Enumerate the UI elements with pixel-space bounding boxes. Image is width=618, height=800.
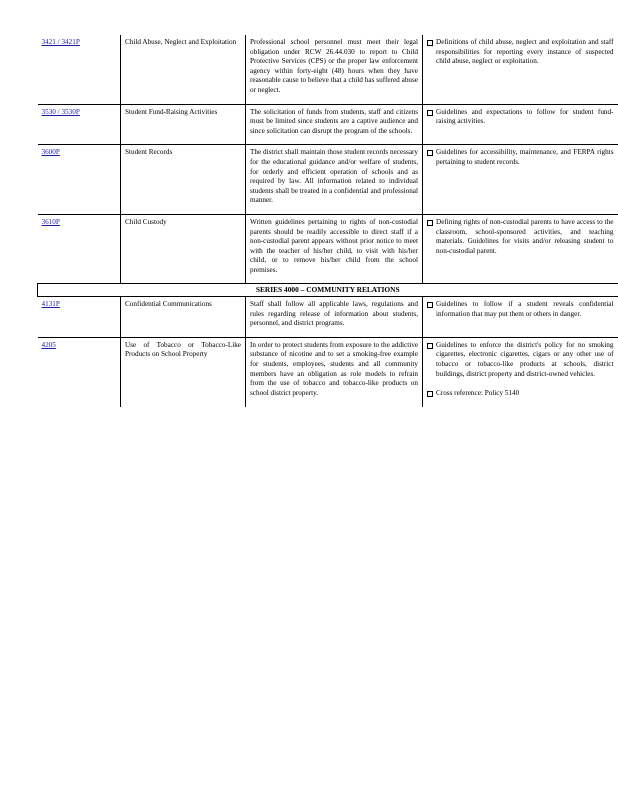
policy-rows-series-3000 <box>38 35 618 284</box>
procedure-note <box>427 300 614 319</box>
policy-title: Confidential Communications <box>121 297 246 338</box>
policy-code-link[interactable]: 3421 / 3421P <box>41 38 80 46</box>
policy-title: Use of Tobacco or Tobacco-Like Products on School Property <box>121 337 246 406</box>
policy-title: Student Records <box>121 145 246 215</box>
policy-description: The solicitation of funds from students, staff and citizens must be limited since students are a captive audience and since solicitation can disrupt the program of the schools. <box>246 104 423 145</box>
checkbox-bullet-icon <box>427 110 433 116</box>
procedure-note-text: Guidelines and expectations to follow for student fund-raising activities. <box>436 107 614 126</box>
procedure-note-text: Defining rights of non-custodial parents to have access to the classroom, school-sponsored activities, and teaching materials. Guidelines for visits and/or releasing student to non-custodial parent. <box>436 217 614 255</box>
policy-code-link[interactable]: 3600P <box>41 148 60 157</box>
policy-description: In order to protect students from exposure to the addictive substance of nicotine and to set a smoking-free example for students, employees, students and all community members have an obligation as role models to refrain from the use of tobacco and tobacco-like products on school district property. <box>246 337 423 406</box>
policy-table <box>37 35 618 407</box>
checkbox-bullet-icon <box>427 220 433 226</box>
policy-description: The district shall maintain those student records necessary for the educational guidance and/or welfare of students, for orderly and efficient operation of schools and as required by law. All information related to individual students shall be treated in a confidential and professional manner. <box>246 145 423 215</box>
procedure-notes-cell <box>423 337 618 406</box>
policy-description: Professional school personnel must meet their legal obligation under RCW 26.44.030 to report to Child Protective Services (CPS) or the proper law enforcement agency within forty-eight (48) hours when they have reasonable cause to believe that a child has suffered abuse or neglect. <box>246 35 423 104</box>
procedure-note <box>427 38 614 67</box>
policy-row <box>38 104 618 145</box>
procedure-note-text: Definitions of child abuse, neglect and exploitation and staff responsibilities for reporting every instance of suspected child abuse, neglect or exploitation. <box>436 38 614 66</box>
policy-title: Child Abuse, Neglect and Exploitation <box>121 35 246 104</box>
policy-code-link[interactable]: 4131P <box>41 300 60 309</box>
policy-rows-series-4000 <box>38 297 618 407</box>
procedure-note <box>427 218 614 256</box>
series-heading-row <box>38 284 618 297</box>
policy-row <box>38 214 618 284</box>
checkbox-bullet-icon <box>427 302 433 308</box>
policy-row <box>38 337 618 406</box>
policy-table-page <box>37 35 617 407</box>
procedure-note-text: Cross reference: Policy 5140 <box>436 389 520 398</box>
checkbox-bullet-icon <box>427 391 433 397</box>
procedure-note-text: Guidelines to follow if a student reveals confidential information that may put them or others in danger. <box>436 300 614 318</box>
policy-description: Written guidelines pertaining to rights of non-custodial parents should be readily accessible to direct staff if a non-custodial parent appears without prior notice to meet with the teacher of his/her child, to visit with his/her child, or to remove his/her child from the school premises. <box>246 214 423 284</box>
checkbox-bullet-icon <box>427 150 433 156</box>
policy-code-link[interactable]: 3610P <box>41 217 60 226</box>
checkbox-bullet-icon <box>427 40 433 46</box>
procedure-note <box>427 148 614 167</box>
policy-code-link[interactable]: 3530 / 3530P <box>41 107 80 116</box>
policy-title: Child Custody <box>121 214 246 284</box>
checkbox-bullet-icon <box>427 343 433 349</box>
policy-row <box>38 297 618 338</box>
procedure-note <box>427 389 614 399</box>
policy-code-cell <box>38 145 121 215</box>
procedure-notes-cell <box>423 104 618 145</box>
procedure-notes-cell <box>423 35 618 104</box>
policy-code-cell <box>38 35 121 104</box>
procedure-note <box>427 341 614 379</box>
procedure-notes-cell <box>423 297 618 338</box>
policy-row <box>38 145 618 215</box>
series-heading: SERIES 4000 – COMMUNITY RELATIONS <box>38 284 618 297</box>
policy-description: Staff shall follow all applicable laws, regulations and rules regarding release of information about students, personnel, and district programs. <box>246 297 423 338</box>
policy-row <box>38 35 618 104</box>
procedure-note-text: Guidelines to enforce the district's policy for no smoking cigarettes, electronic cigarettes, cigars or any other use of tobacco or tobacco-like products at schools, district buildings, district property and district-owned vehicles. <box>436 340 614 378</box>
procedure-notes-cell <box>423 214 618 284</box>
policy-code-cell <box>38 337 121 406</box>
procedure-note-text: Guidelines for accessibility, maintenance, and FERPA rights pertaining to student records. <box>436 148 614 166</box>
policy-code-cell <box>38 297 121 338</box>
policy-code-link[interactable]: 4205 <box>41 340 56 349</box>
procedure-note <box>427 108 614 127</box>
policy-code-cell <box>38 104 121 145</box>
policy-code-cell <box>38 214 121 284</box>
procedure-notes-cell <box>423 145 618 215</box>
policy-title: Student Fund-Raising Activities <box>121 104 246 145</box>
